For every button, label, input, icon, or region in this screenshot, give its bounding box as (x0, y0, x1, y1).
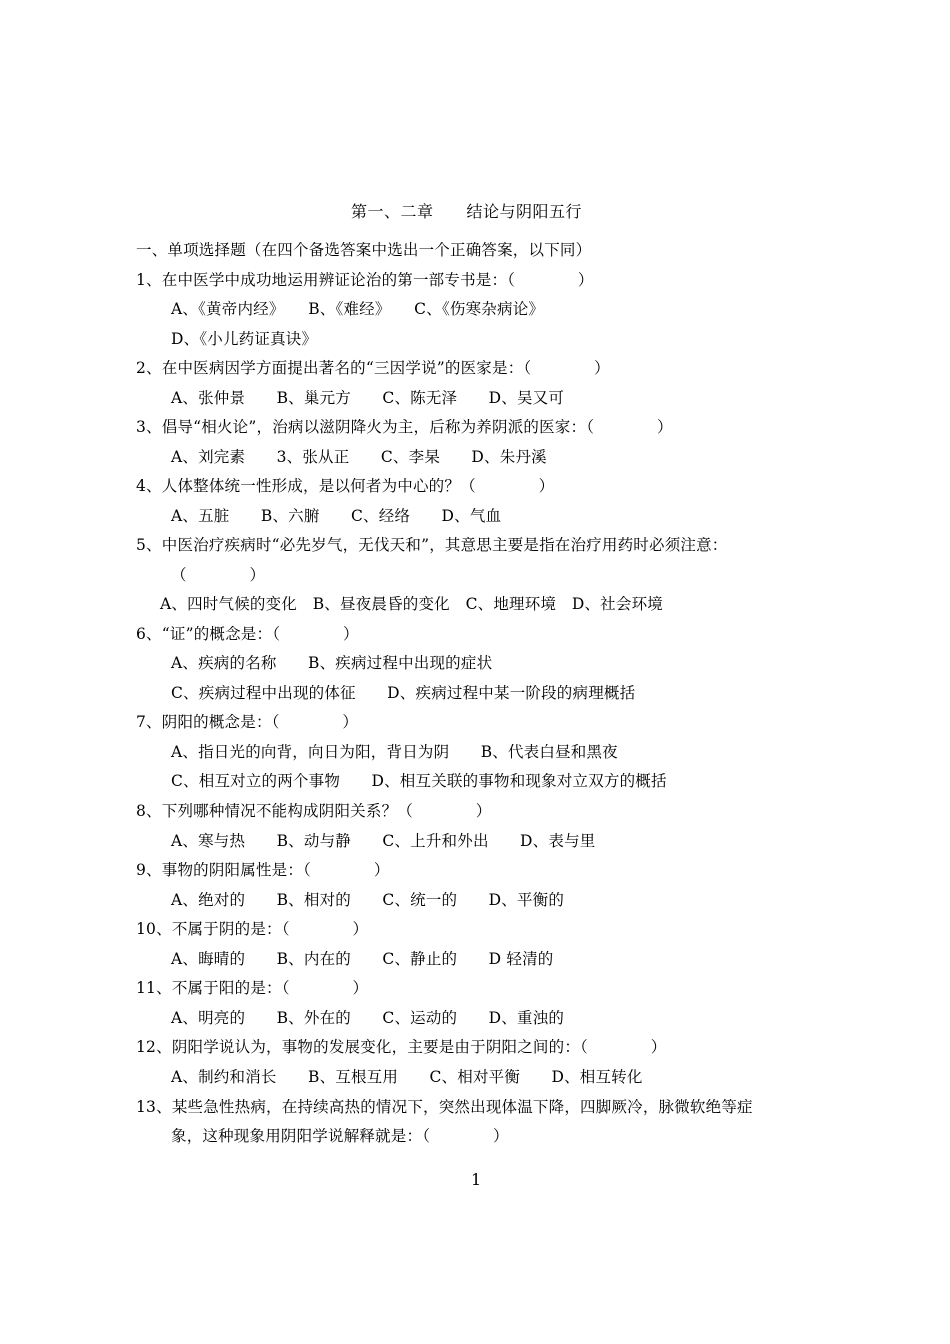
question-stem: 1、在中医学中成功地运用辨证论治的第一部专书是：（ ） (136, 271, 594, 289)
question-stem: 11、不属于阳的是：（ ） (136, 979, 369, 997)
question-stem: 5、中医治疗疾病时“必先岁气，无伐天和”，其意思主要是指在治疗用药时必须注意： (136, 536, 728, 554)
question-stem-continued: 象，这种现象用阴阳学说解释就是：（ ） (171, 1127, 509, 1145)
page-number: 1 (471, 1170, 482, 1189)
page-title: 第一、二章 结论与阴阳五行 (351, 202, 583, 221)
question-options: A、制约和消长 B、互根互用 C、相对平衡 D、相互转化 (171, 1068, 643, 1086)
question-stem: 7、阴阳的概念是：（ ） (136, 713, 359, 731)
question-options: A、四时气候的变化 B、昼夜晨昏的变化 C、地理环境 D、社会环境 (160, 595, 663, 613)
question-stem: 10、不属于阴的是：（ ） (136, 920, 369, 938)
question-options: A、明亮的 B、外在的 C、运动的 D、重浊的 (171, 1009, 565, 1027)
question-stem: 13、某些急性热病，在持续高热的情况下，突然出现体温下降，四脚厥冷，脉微软绝等症 (136, 1098, 753, 1116)
question-stem: 9、事物的阴阳属性是：（ ） (136, 861, 390, 879)
question-stem: 6、“证”的概念是：（ ） (136, 625, 359, 643)
question-options: A、张仲景 B、巢元方 C、陈无泽 D、吴又可 (171, 389, 565, 407)
question-options: A、《黄帝内经》 B、《难经》 C、《伤寒杂病论》 (171, 300, 545, 318)
question-stem: 3、倡导“相火论”，治病以滋阴降火为主，后称为养阴派的医家：（ ） (136, 418, 673, 436)
question-stem: 2、在中医病因学方面提出著名的“三因学说”的医家是：（ ） (136, 359, 610, 377)
question-options: A、指日光的向背，向日为阳，背日为阴 B、代表白昼和黑夜 (171, 743, 618, 761)
question-stem: 4、人体整体统一性形成，是以何者为中心的？（ ） (136, 477, 555, 495)
question-options: C、疾病过程中出现的体征 D、疾病过程中某一阶段的病理概括 (171, 684, 636, 702)
section-heading: 一、单项选择题（在四个备选答案中选出一个正确答案，以下同） (136, 241, 592, 259)
question-options: A、晦晴的 B、内在的 C、静止的 D 轻清的 (171, 950, 554, 968)
question-options: C、相互对立的两个事物 D、相互关联的事物和现象对立双方的概括 (171, 772, 667, 790)
question-options: A、绝对的 B、相对的 C、统一的 D、平衡的 (171, 891, 565, 909)
question-stem: 12、阴阳学说认为，事物的发展变化，主要是由于阴阳之间的：（ ） (136, 1038, 667, 1056)
question-options: D、《小儿药证真诀》 (171, 330, 318, 348)
question-stem: 8、下列哪种情况不能构成阴阳关系？（ ） (136, 802, 492, 820)
question-options: A、疾病的名称 B、疾病过程中出现的症状 (171, 654, 493, 672)
question-stem-continued: （ ） (171, 566, 266, 584)
question-options: A、寒与热 B、动与静 C、上升和外出 D、表与里 (171, 832, 596, 850)
question-options: A、五脏 B、六腑 C、经络 D、气血 (171, 507, 502, 525)
question-options: A、刘完素 3、张从正 C、李杲 D、朱丹溪 (171, 448, 547, 466)
